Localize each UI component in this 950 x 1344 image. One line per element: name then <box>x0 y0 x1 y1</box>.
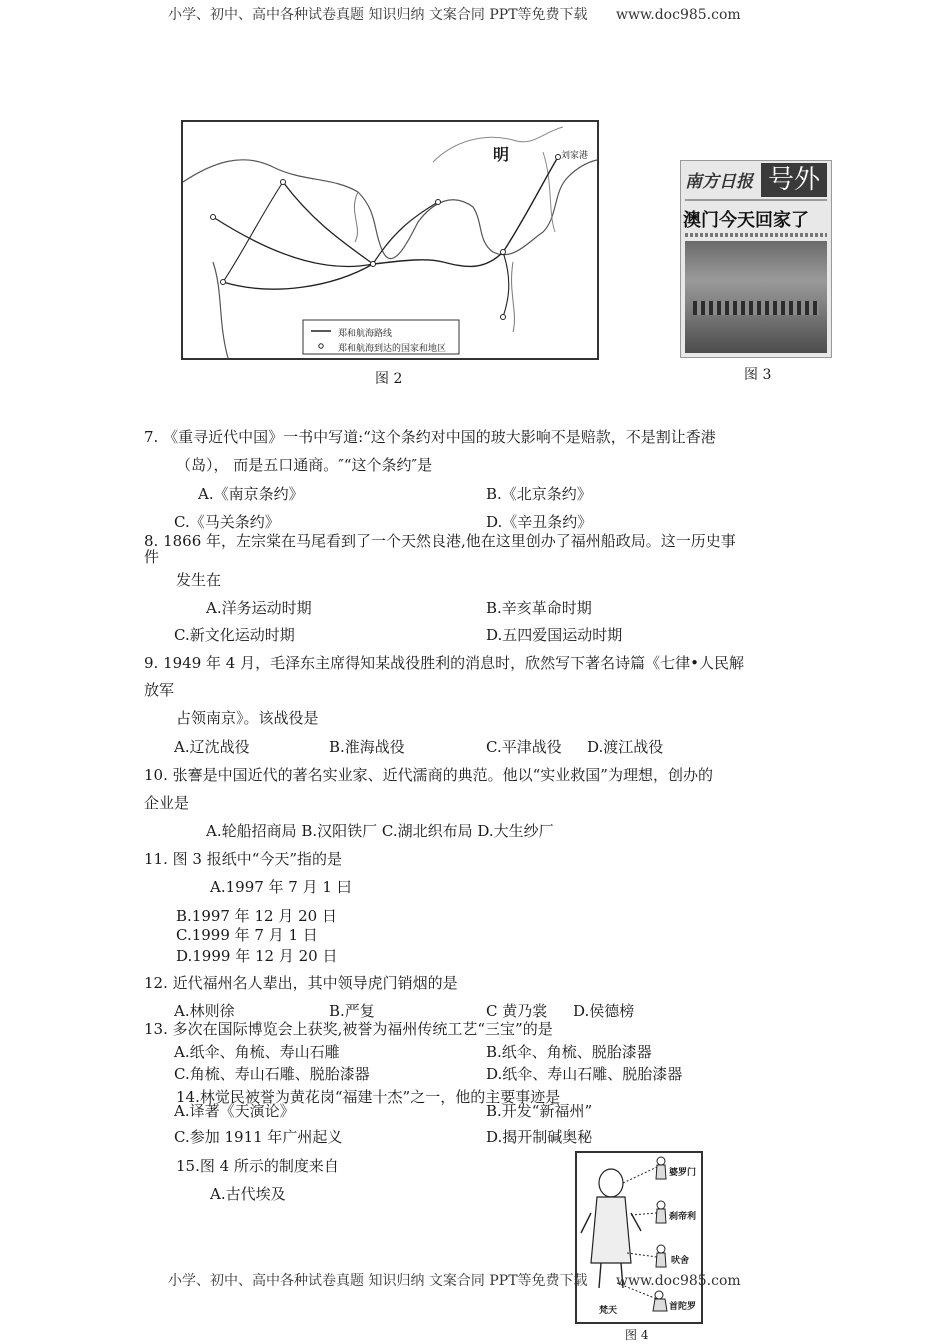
figure-3-caption: 图 3 <box>744 367 772 383</box>
caste-kshatriya-label: 刹帝利 <box>669 1212 697 1222</box>
q13-option-a[interactable]: A.纸伞、角梳、寿山石雕 <box>174 1043 340 1061</box>
q10-stem-1b: 企业是 <box>144 794 190 812</box>
newspaper-masthead: 南方日报 <box>685 172 753 192</box>
page-header <box>168 4 741 24</box>
q12-option-b[interactable]: B.严复 <box>329 1002 375 1020</box>
q7-stem-2: （岛）， 而是五口通商。″“这个条约″是 <box>176 456 433 474</box>
page-footer <box>168 1270 741 1290</box>
brahma-label: 梵天 <box>599 1306 618 1316</box>
map-label-ming: 明 <box>493 145 510 164</box>
newspaper-image <box>680 160 832 358</box>
q7-option-b[interactable]: B.《北京条约》 <box>486 485 592 503</box>
footer-url[interactable]: www.doc985.com <box>615 1273 741 1289</box>
q14-option-b[interactable]: B.开发“新福州” <box>486 1102 593 1120</box>
footer-text: 小学、初中、高中各种试卷真题 知识归纳 文案合同 PPT等免费下载 <box>168 1273 588 1289</box>
figure-4-caption: 图 4 <box>625 1328 649 1342</box>
legend-route-label: 郑和航海路线 <box>338 329 393 339</box>
newspaper-photo <box>685 241 827 353</box>
q9-stem-2: 占领南京》。该战役是 <box>176 709 319 727</box>
q7-stem-1: 7. 《重寻近代中国》一书中写道:“这个条约对中国的玻大影响不是赔款，不是割让香港 <box>144 428 716 446</box>
q13-option-b[interactable]: B.纸伞、角梳、脱胎漆器 <box>486 1043 652 1061</box>
q12-option-d[interactable]: D.侯德榜 <box>573 1002 635 1020</box>
q8-option-d[interactable]: D.五四爱国运动时期 <box>486 626 623 644</box>
q13-option-c[interactable]: C.角梳、寿山石雕、脱胎漆器 <box>174 1065 370 1083</box>
q9-option-b[interactable]: B.淮海战役 <box>329 738 405 756</box>
caste-drawing <box>577 1153 701 1322</box>
caste-diagram <box>575 1151 703 1324</box>
q12-option-c[interactable]: C 黄乃裳 <box>486 1002 548 1020</box>
q14-stem: 14.林觉民被誉为黄花岗“福建十杰”之一，他的主要事迹是 <box>176 1088 561 1106</box>
q7-option-a[interactable]: A.《南京条约》 <box>198 485 304 503</box>
caste-vaishya-label: 吠舍 <box>671 1256 690 1266</box>
q14-option-c[interactable]: C.参加 1911 年广州起义 <box>174 1128 343 1146</box>
q9-stem-1b: 放军 <box>144 681 175 699</box>
zheng-he-map <box>181 120 599 360</box>
map-drawing <box>183 122 597 358</box>
q8-option-b[interactable]: B.辛亥革命时期 <box>486 599 592 617</box>
q7-option-d[interactable]: D.《辛丑条约》 <box>486 513 593 531</box>
q12-stem: 12. 近代福州名人辈出，其中领导虎门销烟的是 <box>144 974 458 992</box>
newspaper-headline: 澳门今天回家了 <box>683 210 809 231</box>
q11-option-c[interactable]: C.1999 年 7 月 1 日 <box>176 926 318 944</box>
q8-option-a[interactable]: A.洋务运动时期 <box>206 599 312 617</box>
q11-option-d[interactable]: D.1999 年 12 月 20 日 <box>176 947 338 965</box>
q10-stem-1: 10. 张謇是中国近代的著名实业家、近代濡商的典范。他以“实业救国”为理想，创办的 <box>144 766 713 784</box>
header-url[interactable]: www.doc985.com <box>615 7 741 23</box>
q8-stem-1b: 件 <box>144 548 160 566</box>
q10-options[interactable]: A.轮船招商局 B.汉阳铁厂 C.湖北织布局 D.大生纱厂 <box>206 822 554 840</box>
q13-stem: 13. 多次在国际博览会上获奖,被誉为福州传统工艺“三宝”的是 <box>144 1020 553 1038</box>
q14-option-a[interactable]: A.译著《天演论》 <box>174 1102 295 1120</box>
q11-option-a[interactable]: A.1997 年 7 月 1 曰 <box>210 878 352 896</box>
rule-line <box>685 199 827 201</box>
q7-option-c[interactable]: C.《马关条约》 <box>174 513 280 531</box>
figure-2-caption: 图 2 <box>375 371 403 387</box>
fine-print <box>685 233 827 237</box>
header-text: 小学、初中、高中各种试卷真题 知识归纳 文案合同 PPT等免费下载 <box>168 7 588 23</box>
legend-places-label: 郑和航海到达的国家和地区 <box>338 344 447 354</box>
caste-shudra-label: 首陀罗 <box>669 1302 697 1312</box>
q13-option-d[interactable]: D.纸伞、寿山石雕、脱胎漆器 <box>486 1065 683 1083</box>
q9-stem-1: 9. 1949 年 4 月，毛泽东主席得知某战役胜利的消息时，欣然写下著名诗篇《七律•人民解 <box>144 654 744 672</box>
q9-option-d[interactable]: D.渡江战役 <box>587 738 664 756</box>
q15-stem: 15.图 4 所示的制度来自 <box>176 1157 339 1175</box>
q12-option-a[interactable]: A.林则徐 <box>174 1002 235 1020</box>
q11-stem: 11. 图 3 报纸中“今天”指的是 <box>144 850 343 868</box>
q11-option-b[interactable]: B.1997 年 12 月 20 日 <box>176 907 337 925</box>
q8-stem-1: 8. 1866 年，左宗棠在马尾看到了一个天然良港,他在这里创办了福州船政局。这一历史事 <box>144 532 736 550</box>
q9-option-c[interactable]: C.平津战役 <box>486 738 562 756</box>
caste-brahmin-label: 婆罗门 <box>669 1168 697 1178</box>
q8-stem-2: 发生在 <box>176 571 222 589</box>
q15-option-a[interactable]: A.古代埃及 <box>210 1185 286 1203</box>
q9-option-a[interactable]: A.辽沈战役 <box>174 738 250 756</box>
q8-option-c[interactable]: C.新文化运动时期 <box>174 626 295 644</box>
map-label-port: 刘家港 <box>561 151 589 161</box>
q14-option-d[interactable]: D.揭开制碱奥秘 <box>486 1128 593 1146</box>
newspaper-extra-banner: 号外 <box>761 163 827 197</box>
